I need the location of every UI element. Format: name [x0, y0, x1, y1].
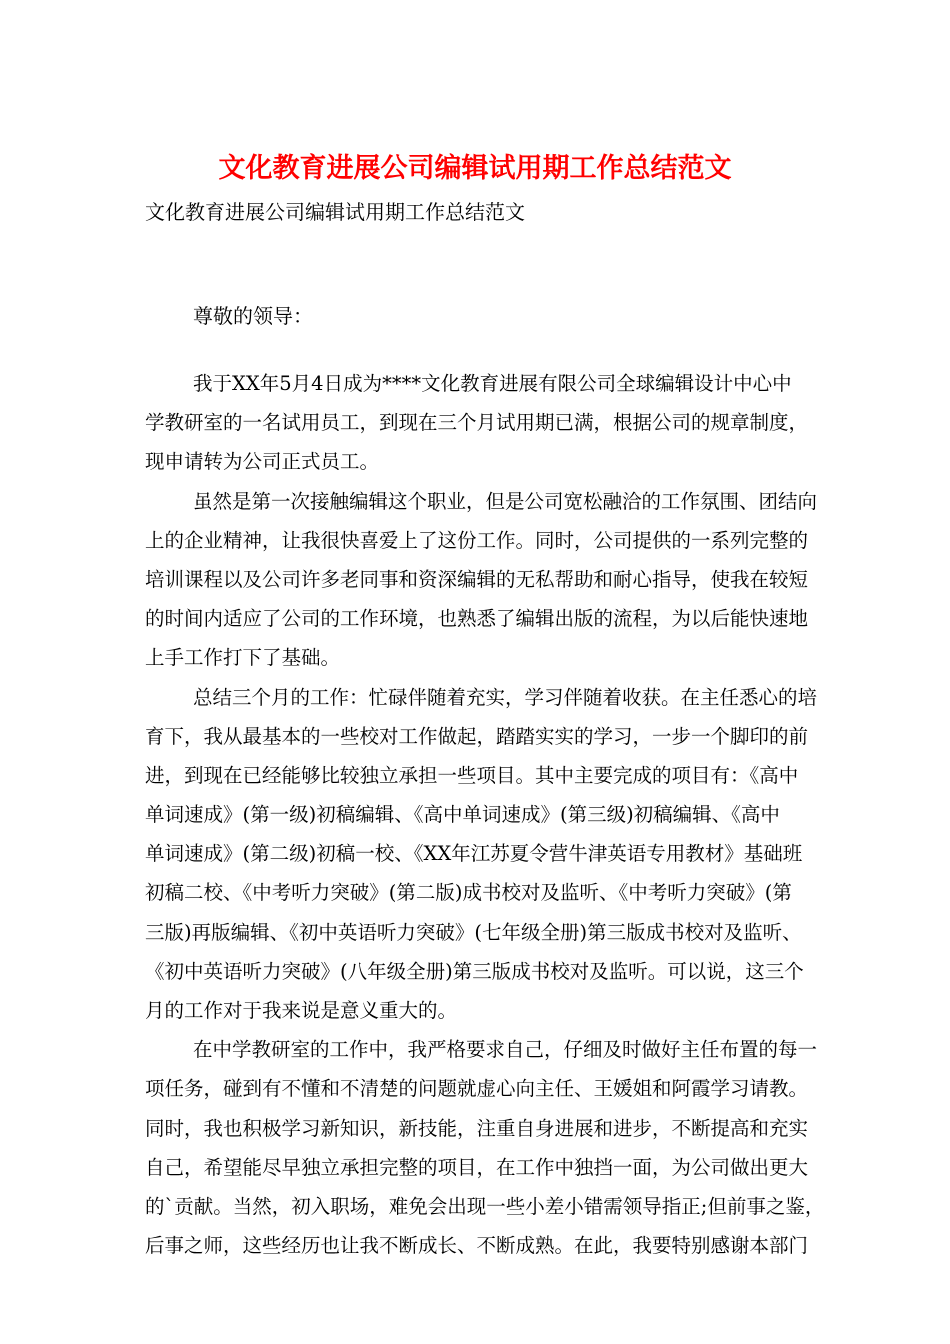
paragraph-line: 上的企业精神，让我很快喜爱上了这份工作。同时，公司提供的一系列完整的 [145, 528, 809, 552]
paragraph [145, 678, 818, 1031]
paragraph-line: 总结三个月的工作：忙碌伴随着充实，学习伴随着收获。在主任悉心的培 [193, 685, 818, 709]
paragraph [145, 1030, 825, 1265]
paragraph-line: 的`贡献。当然，初入职场，难免会出现一些小差小错需领导指正;但前事之鉴， [145, 1194, 825, 1218]
paragraph-line: 虽然是第一次接触编辑这个职业，但是公司宽松融洽的工作氛围、团结向 [193, 489, 818, 513]
paragraph-line: 我于XX年5月4日成为****文化教育进展有限公司全球编辑设计中心中 [193, 372, 792, 395]
paragraph-line: 上手工作打下了基础。 [145, 646, 341, 670]
paragraph-line: 初稿二校、《中考听力突破》(第二版)成书校对及监听、《中考听力突破》(第 [145, 881, 792, 905]
paragraph-line: 单词速成》(第二级)初稿一校、《XX年江苏夏令营牛津英语专用教材》基础班 [145, 842, 803, 866]
paragraph-line: 同时，我也积极学习新知识，新技能，注重自身进展和进步，不断提高和充实 [145, 1116, 809, 1140]
paragraph-line: 进，到现在已经能够比较独立承担一些项目。其中主要完成的项目有：《高中 [145, 763, 799, 787]
paragraph-line: 学教研室的一名试用员工，到现在三个月试用期已满，根据公司的规章制度， [145, 411, 809, 435]
paragraph [145, 482, 818, 678]
paragraph-line: 培训课程以及公司许多老同事和资深编辑的无私帮助和耐心指导，使我在较短 [145, 567, 809, 591]
salutation: 尊敬的领导： [193, 304, 313, 328]
body-text [145, 364, 825, 1265]
paragraph-line: 的时间内适应了公司的工作环境，也熟悉了编辑出版的流程，为以后能快速地 [145, 607, 809, 631]
paragraph [145, 364, 809, 482]
paragraph-line: 项任务，碰到有不懂和不清楚的问题就虚心向主任、王媛姐和阿霞学习请教。 [145, 1077, 809, 1101]
paragraph-line: 自己，希望能尽早独立承担完整的项目，在工作中独挡一面，为公司做出更大 [145, 1155, 809, 1179]
paragraph-line: 现申请转为公司正式员工。 [145, 450, 380, 474]
paragraph-line: 育下，我从最基本的一些校对工作做起，踏踏实实的学习，一步一个脚印的前 [145, 724, 809, 748]
paragraph-line: 后事之师，这些经历也让我不断成长、不断成熟。在此，我要特别感谢本部门 [145, 1234, 809, 1258]
document-subtitle: 文化教育进展公司编辑试用期工作总结范文 [145, 200, 525, 224]
document-title: 文化教育进展公司编辑试用期工作总结范文 [218, 153, 732, 184]
paragraph-line: 三版)再版编辑、《初中英语听力突破》(七年级全册)第三版成书校对及监听、 [145, 920, 802, 944]
paragraph-line: 《初中英语听力突破》(八年级全册)第三版成书校对及监听。可以说，这三个 [145, 959, 804, 983]
paragraph-line: 在中学教研室的工作中，我严格要求自己，仔细及时做好主任布置的每一 [193, 1038, 818, 1062]
paragraph-line: 月的工作对于我来说是意义重大的。 [145, 999, 458, 1022]
paragraph-line: 单词速成》(第一级)初稿编辑、《高中单词速成》(第三级)初稿编辑、《高中 [145, 803, 780, 827]
